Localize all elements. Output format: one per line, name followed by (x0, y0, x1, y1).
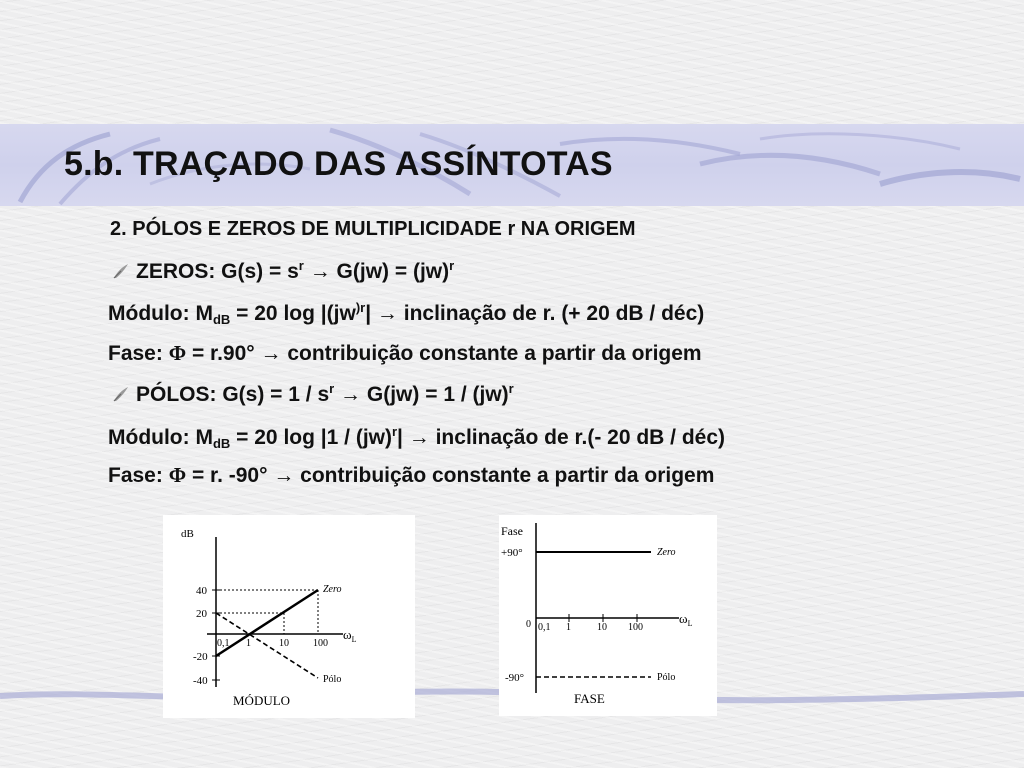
y-axis-label: Fase (501, 524, 523, 538)
xtick-label-10: 10 (597, 622, 607, 633)
phi-symbol: Φ (168, 463, 187, 487)
zeros-text: ZEROS: G(s) = s (136, 260, 299, 283)
ytick-label-neg20: -20 (193, 651, 208, 663)
fase-label: Fase: (108, 342, 169, 365)
arrow-symbol: → (340, 383, 362, 406)
quill-bullet-icon (112, 385, 130, 403)
modulo-label: Módulo: M (108, 302, 213, 325)
zeros-rest: G(jw) = (jw) (336, 260, 450, 283)
modulo-polos (108, 424, 725, 451)
zero-label: Zero (657, 547, 676, 558)
ytick-label-minus90: -90° (505, 672, 525, 684)
xtick-label-0-1: 0,1 (538, 622, 551, 633)
ytick-label-40: 40 (196, 585, 207, 597)
xtick-label-1: 1 (246, 638, 251, 649)
modulo-part1: = 20 log |1 / (jw) (230, 426, 392, 449)
polos-sup1: r (329, 381, 335, 396)
ytick-label-neg40: -40 (193, 675, 208, 687)
arrow-symbol: → (309, 260, 331, 283)
modulo-sub: dB (212, 312, 231, 327)
y-axis-label: dB (181, 528, 194, 540)
fase-figure (499, 515, 717, 716)
origin-label: 0 (526, 619, 531, 630)
modulo-part1: = 20 log |(jw (230, 302, 356, 325)
zeros-sup2: r (449, 258, 455, 273)
quill-bullet-icon (112, 262, 130, 280)
fase-bode-plot (499, 515, 717, 716)
modulo-figure (163, 515, 415, 718)
modulo-zeros (108, 300, 704, 327)
arrow-symbol: → (376, 302, 398, 325)
modulo-sup: )r (355, 300, 366, 315)
subheading: 2. PÓLOS E ZEROS DE MULTIPLICIDADE r NA ORIGEM (110, 218, 636, 240)
omega-label: $\omega_L$ (679, 611, 693, 628)
zeros-bullet (112, 258, 454, 284)
polos-rest: G(jw) = 1 / (jw) (366, 383, 509, 406)
modulo-caption: MÓDULO (233, 693, 291, 708)
fase-caption: FASE (574, 691, 605, 706)
phi-symbol: Φ (168, 341, 187, 365)
fase-part1: = r.90° (186, 342, 261, 365)
page-title: 5.b. TRAÇADO DAS ASSÍNTOTAS (64, 145, 613, 183)
fase-part1: = r. -90° (186, 464, 274, 487)
omega-label: $\omega_L$ (343, 627, 357, 644)
modulo-part2: | (397, 426, 409, 449)
polos-sup2: r (508, 381, 514, 396)
fase-part2: contribuição constante a partir da origem (294, 464, 715, 487)
fase-part2: contribuição constante a partir da origem (281, 342, 702, 365)
modulo-sub: dB (212, 436, 231, 451)
modulo-label: Módulo: M (108, 426, 213, 449)
polos-text: PÓLOS: G(s) = 1 / s (136, 383, 330, 406)
fase-polos (108, 463, 714, 488)
polo-label: Pólo (657, 672, 676, 683)
ytick-label-20: 20 (196, 608, 207, 620)
fase-label: Fase: (108, 464, 169, 487)
xtick-label-0-1: 0,1 (217, 638, 230, 649)
ytick-label-plus90: +90° (501, 547, 523, 559)
arrow-symbol: → (408, 426, 430, 449)
zeros-sup1: r (298, 258, 304, 273)
modulo-part3: inclinação de r.(- 20 dB / déc) (429, 426, 726, 449)
arrow-symbol: → (260, 342, 282, 365)
fase-zeros (108, 341, 702, 366)
modulo-bode-plot (163, 515, 415, 718)
xtick-label-10: 10 (279, 638, 289, 649)
xtick-label-100: 100 (628, 622, 643, 633)
xtick-label-100: 100 (313, 638, 328, 649)
polo-label: Pólo (323, 674, 342, 685)
arrow-symbol: → (273, 464, 295, 487)
zero-label: Zero (323, 584, 342, 595)
xtick-label-1: 1 (566, 622, 571, 633)
modulo-part3: inclinação de r. (+ 20 dB / déc) (397, 302, 705, 325)
polos-bullet (112, 381, 514, 407)
modulo-part2: | (365, 302, 377, 325)
modulo-sup: r (391, 424, 398, 439)
